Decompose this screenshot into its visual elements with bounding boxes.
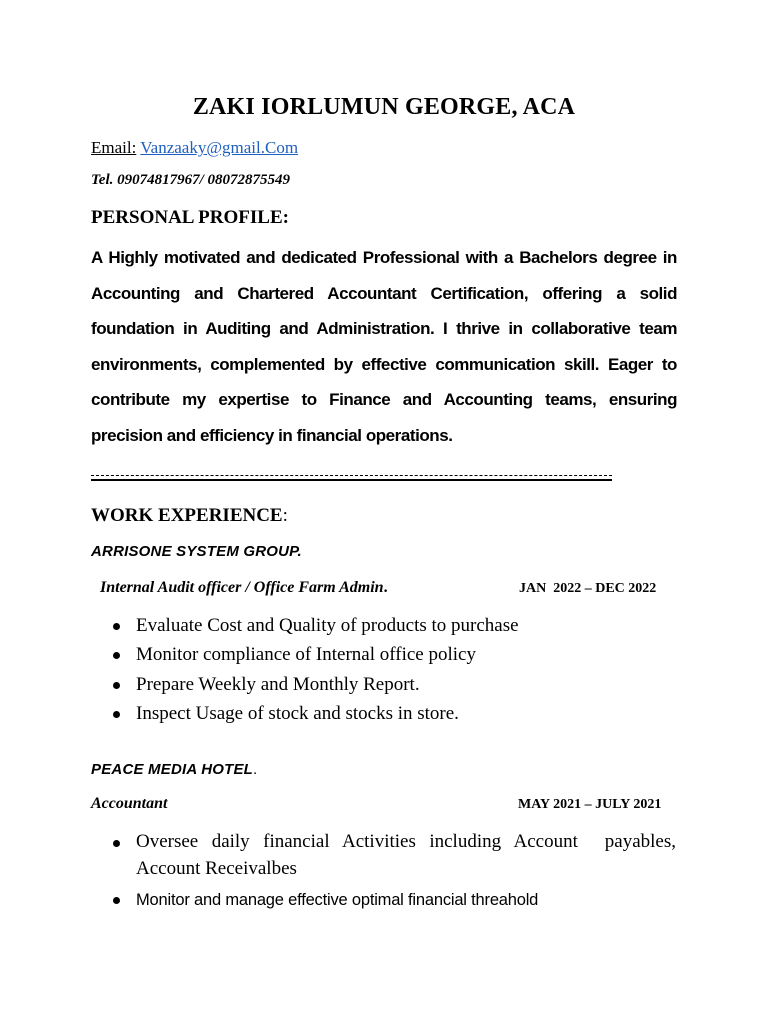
job-1-company: ARRISONE SYSTEM GROUP.	[91, 543, 302, 560]
phone-numbers: Tel. 09074817967/ 08072875549	[91, 172, 291, 188]
email-label: Email:	[91, 138, 137, 157]
job-2-company	[91, 761, 257, 778]
duty-text: Inspect Usage of stock and stocks in store.	[136, 703, 459, 725]
job-1-role-text: Internal Audit officer / Office Farm Admin	[100, 579, 384, 596]
duty-text: Monitor compliance of Internal office policy	[136, 644, 476, 666]
duty-text: Oversee daily financial Activities including Account payables, Account Receivalbes	[136, 831, 680, 879]
job-2-duties	[110, 828, 680, 915]
duty-text: Monitor and manage effective optimal financial threahold	[136, 891, 539, 909]
work-experience-heading	[91, 505, 288, 527]
email-line	[91, 138, 298, 158]
list-item	[110, 828, 680, 886]
duty-text: Prepare Weekly and Monthly Report.	[136, 673, 420, 695]
job-2-dates: MAY 2021 – JULY 2021	[518, 797, 662, 812]
bullet-icon	[113, 623, 120, 630]
email-link[interactable]: Vanzaaky@gmail.Com	[140, 138, 299, 157]
job-1-role	[100, 579, 388, 597]
list-item	[110, 699, 519, 728]
bullet-icon	[113, 652, 120, 659]
list-item	[110, 640, 519, 669]
work-experience-heading-text: WORK EXPERIENCE	[91, 505, 283, 526]
list-item	[110, 611, 519, 640]
job-1-duties	[110, 611, 519, 729]
work-experience-heading-colon: :	[282, 505, 288, 526]
list-item	[110, 886, 676, 915]
bullet-icon	[113, 711, 120, 718]
bullet-icon	[113, 682, 120, 689]
job-2-company-text: PEACE MEDIA HOTEL	[91, 761, 254, 778]
job-2-role: Accountant	[91, 795, 168, 812]
bullet-icon	[113, 840, 120, 847]
section-divider	[91, 475, 612, 481]
job-2-company-suffix: .	[253, 761, 258, 778]
bullet-icon	[113, 897, 120, 904]
personal-profile-heading: PERSONAL PROFILE:	[91, 207, 289, 228]
list-item	[110, 670, 519, 699]
job-1-role-suffix: .	[383, 579, 388, 596]
duty-text: Evaluate Cost and Quality of products to purchase	[136, 615, 519, 636]
personal-profile-text: A Highly motivated and dedicated Professional with a Bachelors degree in Accounting and Chartered Accountant Certification, offering a solid foundation in Auditing and Administration. I thrive in collaborative team environments, complemented by effective communication skill. Eager to contribute my expertise to Finance and Accounting teams, ensuring precision and efficiency in financial operations.	[91, 248, 677, 445]
candidate-name: ZAKI IORLUMUN GEORGE, ACA	[192, 94, 576, 120]
job-1-dates: JAN 2022 – DEC 2022	[519, 581, 657, 596]
